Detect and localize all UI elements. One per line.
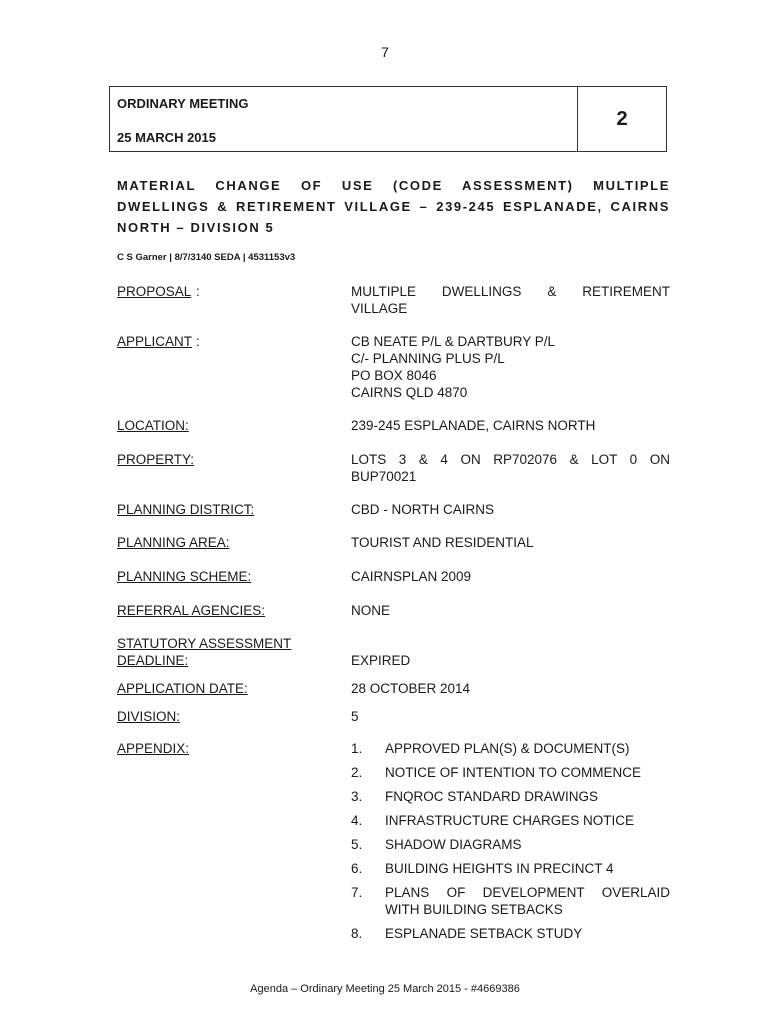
meeting-info-cell	[110, 87, 578, 151]
division-label: DIVISION:	[117, 709, 181, 724]
field-value	[351, 333, 670, 401]
item-number: 2	[616, 107, 628, 130]
meeting-date: 25 MARCH 2015	[117, 130, 216, 145]
appendix-item-text: NOTICE OF INTENTION TO COMMENCE	[385, 765, 642, 780]
appendix-item-text: SHADOW DIAGRAMS	[385, 837, 522, 852]
appendix-item-number: 1.	[351, 741, 363, 756]
title-line-2: DWELLINGS & RETIREMENT VILLAGE – 239-245 ESPLANADE, CAIRNS	[117, 199, 670, 214]
property-line-2: BUP70021	[351, 469, 417, 484]
appendix-item-text: APPROVED PLAN(S) & DOCUMENT(S)	[385, 741, 630, 756]
property-label: PROPERTY:	[117, 452, 195, 467]
application-date-label: APPLICATION DATE:	[117, 681, 248, 696]
proposal-label: PROPOSAL	[117, 284, 192, 299]
appendix-item-number: 5.	[351, 837, 363, 852]
statutory-label-line-2: DEADLINE:	[117, 653, 189, 668]
location-value: 239-245 ESPLANADE, CAIRNS NORTH	[351, 418, 596, 433]
page-number: 7	[381, 44, 389, 60]
field-label	[117, 283, 191, 300]
field-value	[351, 283, 670, 317]
statutory-deadline-value: EXPIRED	[351, 653, 411, 668]
title-line-3: NORTH – DIVISION 5	[117, 220, 275, 235]
statutory-label-line-1: STATUTORY ASSESSMENT	[117, 636, 292, 651]
appendix-item-text: BUILDING HEIGHTS IN PRECINCT 4	[385, 861, 614, 876]
appendix-item-text: FNQROC STANDARD DRAWINGS	[385, 789, 599, 804]
planning-area-label: PLANNING AREA:	[117, 535, 230, 550]
appendix-item-text-line-1: PLANS OF DEVELOPMENT OVERLAID	[385, 885, 670, 900]
label-colon: :	[196, 334, 200, 349]
page-footer: Agenda – Ordinary Meeting 25 March 2015 - #4669386	[250, 983, 520, 995]
planning-area-value: TOURIST AND RESIDENTIAL	[351, 535, 534, 550]
proposal-line-2: VILLAGE	[351, 301, 408, 316]
appendix-item-number: 6.	[351, 861, 363, 876]
appendix-item-text: INFRASTRUCTURE CHARGES NOTICE	[385, 813, 635, 828]
label-colon: :	[196, 284, 200, 299]
planning-scheme-label: PLANNING SCHEME:	[117, 569, 252, 584]
referral-agencies-label: REFERRAL AGENCIES:	[117, 603, 266, 618]
applicant-line-1: CB NEATE P/L & DARTBURY P/L	[351, 334, 556, 349]
appendix-item-number: 2.	[351, 765, 363, 780]
property-line-1: LOTS 3 & 4 ON RP702076 & LOT 0 ON	[351, 452, 670, 467]
applicant-line-3: PO BOX 8046	[351, 368, 437, 383]
appendix-item-number: 7.	[351, 885, 363, 900]
appendix-item-number: 3.	[351, 789, 363, 804]
meeting-header-box	[109, 86, 667, 152]
referral-agencies-value: NONE	[351, 603, 391, 618]
appendix-item-text: ESPLANADE SETBACK STUDY	[385, 926, 583, 941]
application-date-value: 28 OCTOBER 2014	[351, 681, 471, 696]
meeting-name: ORDINARY MEETING	[117, 96, 249, 111]
reference-line: C S Garner | 8/7/3140 SEDA | 4531153v3	[117, 252, 296, 263]
applicant-label: APPLICANT	[117, 334, 193, 349]
appendix-item-number: 8.	[351, 926, 363, 941]
location-label: LOCATION:	[117, 418, 189, 433]
planning-scheme-value: CAIRNSPLAN 2009	[351, 569, 472, 584]
appendix-item-number: 4.	[351, 813, 363, 828]
appendix-label: APPENDIX:	[117, 741, 190, 756]
planning-district-label: PLANNING DISTRICT:	[117, 502, 255, 517]
title-line-1: MATERIAL CHANGE OF USE (CODE ASSESSMENT) MULTIPLE	[117, 178, 670, 193]
applicant-line-2: C/- PLANNING PLUS P/L	[351, 351, 505, 366]
appendix-item-text	[385, 884, 670, 918]
appendix-item-text-line-2: WITH BUILDING SETBACKS	[385, 902, 563, 917]
report-title	[117, 175, 670, 238]
proposal-line-1: MULTIPLE DWELLINGS & RETIREMENT	[351, 284, 670, 299]
division-value: 5	[351, 709, 359, 724]
planning-district-value: CBD - NORTH CAIRNS	[351, 502, 495, 517]
applicant-line-4: CAIRNS QLD 4870	[351, 385, 468, 400]
